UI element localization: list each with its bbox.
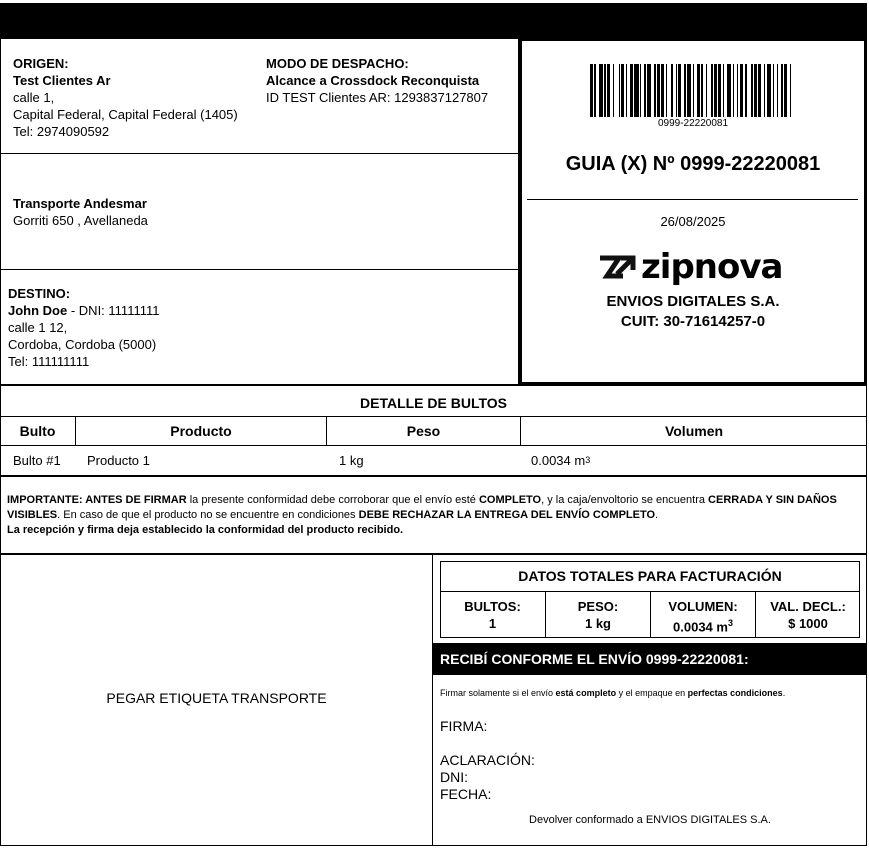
destination-city: Cordoba, Cordoba (5000) xyxy=(8,337,157,352)
dispatch-block xyxy=(266,55,516,106)
destination-label: DESTINO: xyxy=(8,286,71,301)
origin-name: Test Clientes Ar xyxy=(13,73,111,88)
origin-block xyxy=(13,55,263,140)
guide-title: GUIA (X) Nº 0999-22220081 xyxy=(565,153,821,175)
origin-address: calle 1, xyxy=(13,90,55,105)
billing-title: DATOS TOTALES PARA FACTURACIÓN xyxy=(518,568,782,584)
destination-dni: - DNI: 11111111 xyxy=(67,303,160,318)
destination-phone: Tel: 111111111 xyxy=(8,354,90,369)
dispatch-label: MODO DE DESPACHO: xyxy=(266,56,409,71)
barcode-text: 0999-22220081 xyxy=(657,118,729,129)
zipnova-logo-icon xyxy=(597,252,637,282)
dni-label: DNI: xyxy=(440,769,468,785)
row-peso: 1 kg xyxy=(339,452,364,468)
return-note: Devolver conformado a ENVIOS DIGITALES S.A. xyxy=(529,814,771,826)
notice-text: IMPORTANTE: ANTES DE FIRMAR la presente conformidad debe corroborar que el envío esté COMPLETO, y la caja/envoltorio se encuentra CERRADA Y SIN DAÑOS VISIBLES. En caso de que el producto no se encuentre en condiciones DEBE RECHAZAR LA ENTREGA DEL ENVÍO COMPLETO. La recepción y firma deja establecido la conformidad del producto recibido. xyxy=(7,494,837,536)
receipt-title: RECIBÍ CONFORME EL ENVÍO 0999-22220081: xyxy=(440,651,749,667)
billing-volumen: VOLUMEN: 0.0034 $m^3$ xyxy=(668,599,738,635)
row-producto: Producto 1 xyxy=(87,452,150,468)
transport-block xyxy=(13,195,493,229)
col-volumen-header: Volumen xyxy=(664,423,724,439)
signature-label: FIRMA: xyxy=(440,718,488,734)
brand-logo xyxy=(597,247,797,287)
origin-phone: Tel: 2974090592 xyxy=(13,124,110,139)
col-peso-header: Peso xyxy=(406,423,441,439)
billing-bultos: BULTOS: 1 xyxy=(464,599,521,631)
clarification-label: ACLARACIÓN: xyxy=(440,752,535,768)
guide-date: 26/08/2025 xyxy=(660,214,726,229)
origin-label: ORIGEN: xyxy=(13,56,69,71)
destination-block xyxy=(8,285,488,370)
receipt-note: Firmar solamente si el envío está completo y el empaque en perfectas condiciones. xyxy=(440,688,786,698)
packages-title: DETALLE DE BULTOS xyxy=(360,395,507,411)
col-bulto-header: Bulto xyxy=(19,423,56,439)
label-area-text: PEGAR ETIQUETA TRANSPORTE xyxy=(106,690,327,706)
brand-name: zipnova xyxy=(641,247,783,287)
date-label: FECHA: xyxy=(440,786,492,802)
company-cuit: CUIT: 30-71614257-0 xyxy=(620,313,766,330)
dispatch-mode: Alcance a Crossdock Reconquista xyxy=(266,73,480,88)
header-bar xyxy=(0,3,867,38)
barcode xyxy=(590,64,796,117)
billing-peso: PESO: 1 kg xyxy=(577,599,619,631)
billing-valdecl: VAL. DECL.: $ 1000 xyxy=(770,599,846,631)
col-producto-header: Producto xyxy=(170,423,232,439)
row-volumen: 0.0034 m 3 xyxy=(531,452,591,468)
origin-city: Capital Federal, Capital Federal (1405) xyxy=(13,107,238,122)
company-name: ENVIOS DIGITALES S.A. xyxy=(606,293,780,310)
destination-name: John Doe xyxy=(8,303,68,318)
destination-address: calle 1 12, xyxy=(8,320,68,335)
row-bulto: Bulto #1 xyxy=(13,452,61,468)
transport-address: Gorriti 650 , Avellaneda xyxy=(13,213,148,228)
dispatch-id: ID TEST Clientes AR: 1293837127807 xyxy=(266,90,489,105)
transport-name: Transporte Andesmar xyxy=(13,196,147,211)
